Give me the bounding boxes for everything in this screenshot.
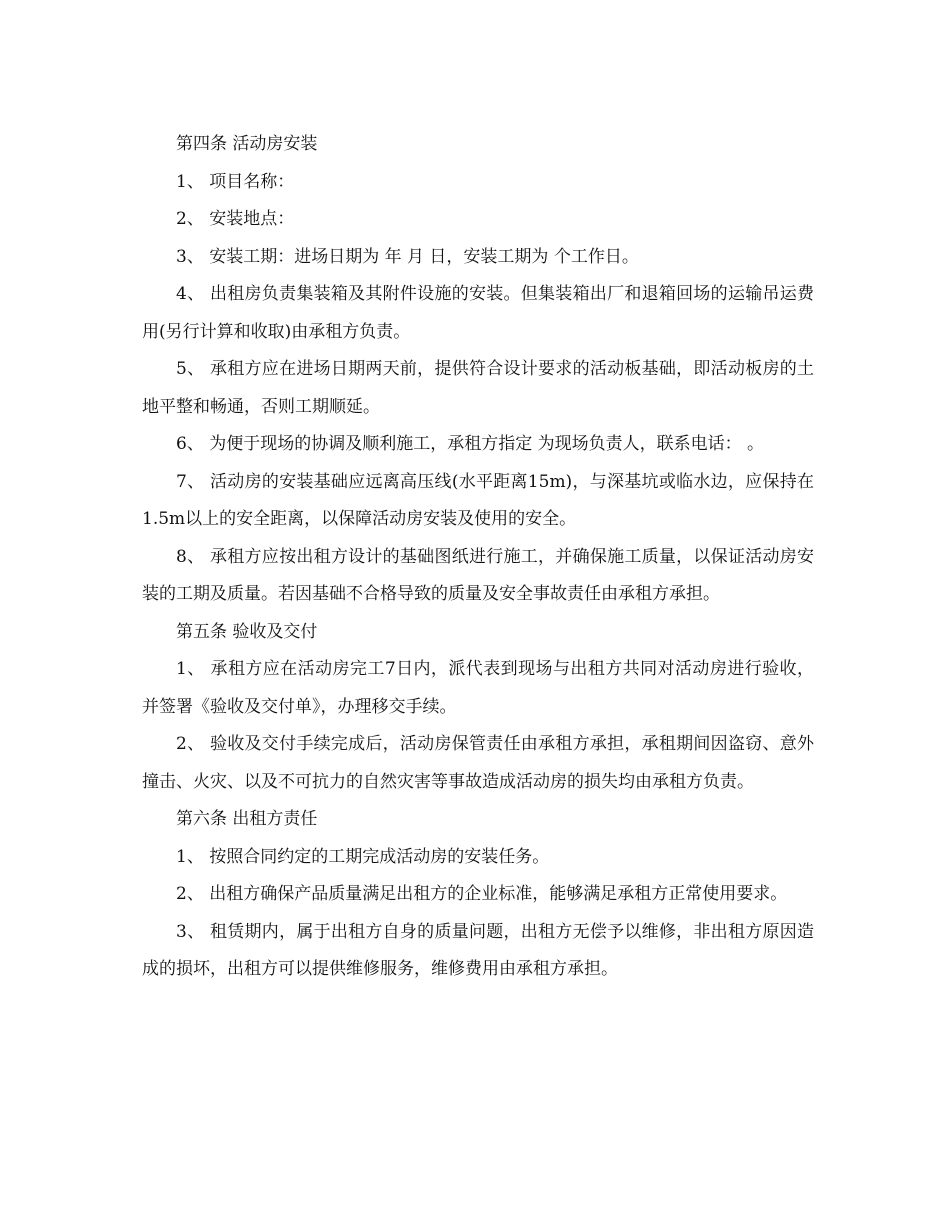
- paragraph: 4、 出租房负责集装箱及其附件设施的安装。但集装箱出厂和退箱回场的运输吊运费用(另行计算和收取)由承租方负责。: [142, 284, 814, 342]
- paragraph: 3、 租赁期内，属于出租方自身的质量问题，出租方无偿予以维修，非出租方原因造成的损坏，出租方可以提供维修服务，维修费用由承租方承担。: [142, 921, 814, 979]
- paragraph: 1、 承租方应在活动房完工7日内，派代表到现场与出租方共同对活动房进行验收，并签署《验收及交付单》，办理移交手续。: [142, 659, 814, 717]
- paragraph: 1、 项目名称：: [176, 171, 295, 192]
- section-heading-5: 第五条 验收及交付: [176, 621, 318, 642]
- paragraph: 7、 活动房的安装基础应远离高压线(水平距离15m)，与深基坑或临水边，应保持在1.5m以上的安全距离，以保障活动房安装及使用的安全。: [142, 471, 814, 529]
- paragraph: 8、 承租方应按出租方设计的基础图纸进行施工，并确保施工质量，以保证活动房安装的工期及质量。若因基础不合格导致的质量及安全事故责任由承租方承担。: [142, 546, 814, 604]
- paragraph: 2、 验收及交付手续完成后，活动房保管责任由承租方承担，承租期间因盗窃、意外撞击、火灾、以及不可抗力的自然灾害等事故造成活动房的损失均由承租方负责。: [142, 734, 814, 792]
- paragraph: 2、 出租方确保产品质量满足出租方的企业标准，能够满足承租方正常使用要求。: [176, 884, 788, 904]
- document-body: [142, 126, 814, 989]
- paragraph: 2、 安装地点：: [176, 209, 295, 229]
- paragraph: 3、 安装工期：进场日期为 年 月 日，安装工期为 个工作日。: [176, 246, 639, 267]
- paragraph: 6、 为便于现场的协调及顺利施工，承租方指定 为现场负责人，联系电话： 。: [176, 434, 765, 454]
- section-heading-6: 第六条 出租方责任: [176, 809, 318, 829]
- paragraph: 1、 按照合同约定的工期完成活动房的安装任务。: [176, 846, 550, 867]
- section-heading-4: 第四条 活动房安装: [176, 134, 318, 154]
- paragraph: 5、 承租方应在进场日期两天前，提供符合设计要求的活动板基础，即活动板房的土地平整和畅通，否则工期顺延。: [142, 359, 814, 417]
